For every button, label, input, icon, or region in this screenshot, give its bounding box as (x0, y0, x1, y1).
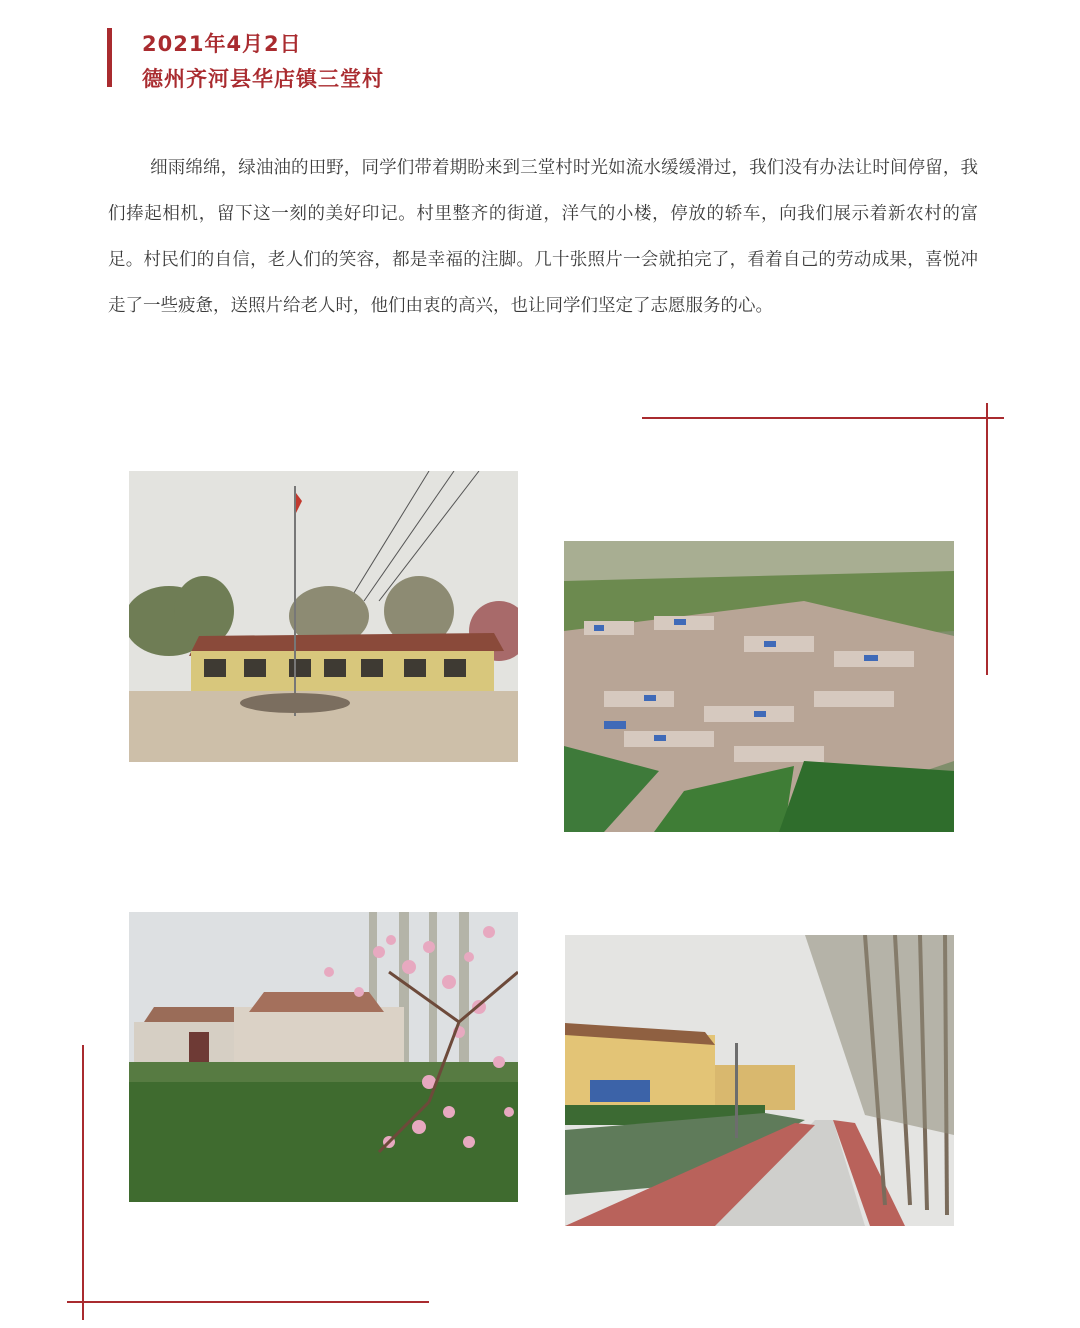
decorative-line-bottom (67, 1301, 429, 1303)
decorative-line-right (986, 403, 988, 675)
photo-village-road (565, 935, 954, 1226)
photo-aerial-village (564, 541, 954, 832)
header-date: 2021年4月2日 (142, 32, 302, 56)
photo-aerial-village-image (564, 541, 954, 832)
decorative-line-left (82, 1045, 84, 1320)
header-location: 德州齐河县华店镇三堂村 (142, 67, 384, 91)
article-paragraph (108, 145, 978, 329)
header-accent-bar (107, 28, 112, 87)
photo-village-building (129, 471, 518, 762)
photo-village-road-image (565, 935, 954, 1226)
photo-peach-blossom-field (129, 912, 518, 1202)
article-paragraph-text: 细雨绵绵，绿油油的田野，同学们带着期盼来到三堂村时光如流水缓缓滑过，我们没有办法让时间停留，我们捧起相机，留下这一刻的美好印记。村里整齐的街道，洋气的小楼，停放的轿车，向我们展示着新农村的富足。村民们的自信，老人们的笑容，都是幸福的注脚。几十张照片一会就拍完了，看着自己的劳动成果，喜悦冲走了一些疲惫，送照片给老人时，他们由衷的高兴，也让同学们坚定了志愿服务的心。 (108, 158, 978, 316)
photo-village-building-image (129, 471, 518, 762)
decorative-line-top (642, 417, 1004, 419)
photo-peach-blossom-field-image (129, 912, 518, 1202)
